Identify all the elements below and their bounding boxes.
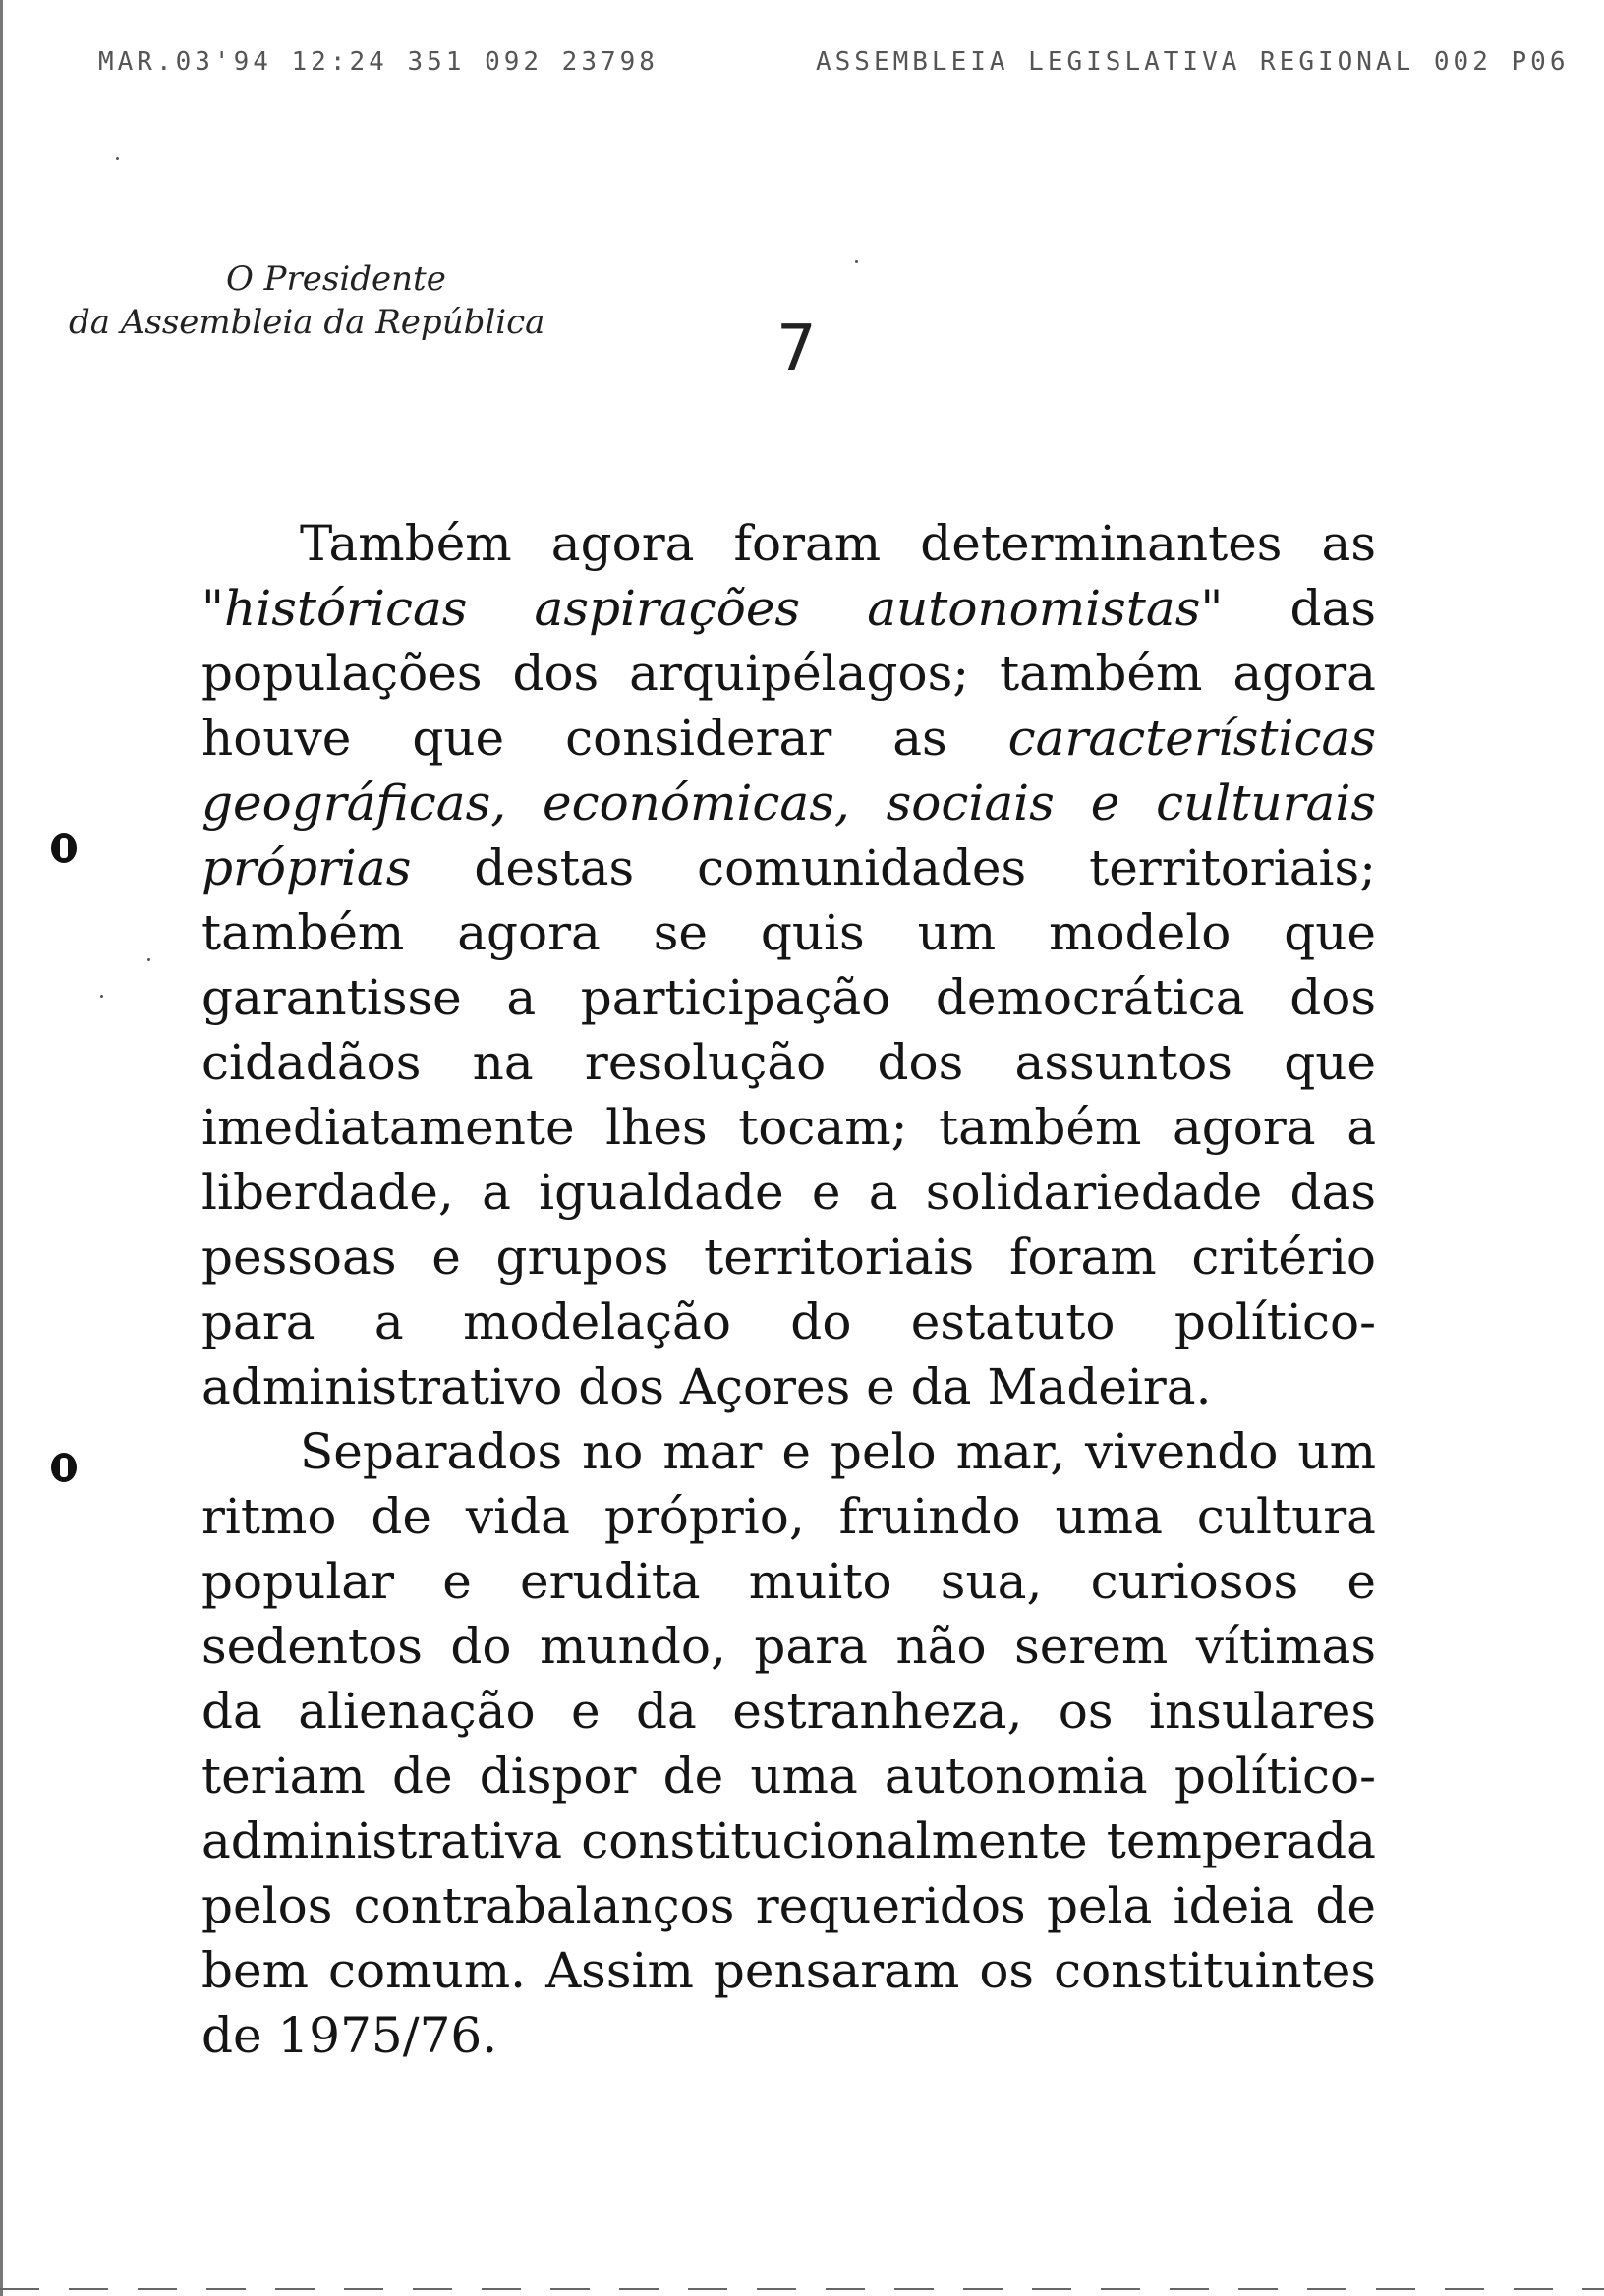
- paragraph-2: Separados no mar e pelo mar, vivendo um ritmo de vida próprio, fruindo uma cultura popular e erudita muito sua, curiosos e sedentos do mundo, para não serem vítimas da alienação e da estranheza, os insulares teriam de dispor de uma autonomia político-administrativa constitucionalmente temperada pelos contrabalanços requeridos pela ideia de bem comum. Assim pensaram os constituintes de 1975/76.: [201, 1423, 1376, 2064]
- quote-historicas-aspiracoes: históricas aspirações autonomistas: [224, 580, 1201, 637]
- punch-hole-icon: [51, 833, 77, 863]
- paragraph-1-rest: destas comunidades territoriais; também agora se quis um modelo que garantisse a participação democrática dos cidadãos na resolução dos assuntos que imediatamente lhes tocam; também agora a liberdade, a igualdade e a solidariedade das pessoas e grupos territoriais foram critério para a modelação do estatuto político-administrativo dos Açores e da Madeira.: [201, 839, 1376, 1415]
- document-body: [201, 511, 1376, 2068]
- emphasis-caracteristicas: características geográficas, económicas, sociais e culturais próprias: [201, 710, 1376, 896]
- scan-speck: [855, 260, 858, 263]
- letterhead-institution: da Assembleia da República: [69, 303, 545, 342]
- paragraph-1-middle: " das populações dos arquipélagos; também agora houve que considerar as: [201, 580, 1376, 767]
- fax-header: [0, 47, 1604, 86]
- scan-speck: [116, 157, 119, 160]
- fax-transmission-info: MAR.03'94 12:24 351 092 23798: [98, 47, 659, 77]
- scan-speck: [100, 995, 103, 998]
- paragraph-1-intro: Também agora foram determinantes as ": [201, 515, 1376, 637]
- fax-sender-info: ASSEMBLEIA LEGISLATIVA REGIONAL 002 P06: [816, 47, 1570, 77]
- letterhead-title: O Presidente: [226, 259, 446, 299]
- scan-speck: [147, 958, 150, 961]
- paragraph-1: [201, 511, 1376, 1419]
- letterhead: [69, 258, 659, 344]
- punch-hole-icon: [51, 1453, 77, 1482]
- page-number: 7: [776, 313, 817, 385]
- scan-bottom-edge: [0, 2288, 1604, 2290]
- scan-edge: [0, 0, 3, 2296]
